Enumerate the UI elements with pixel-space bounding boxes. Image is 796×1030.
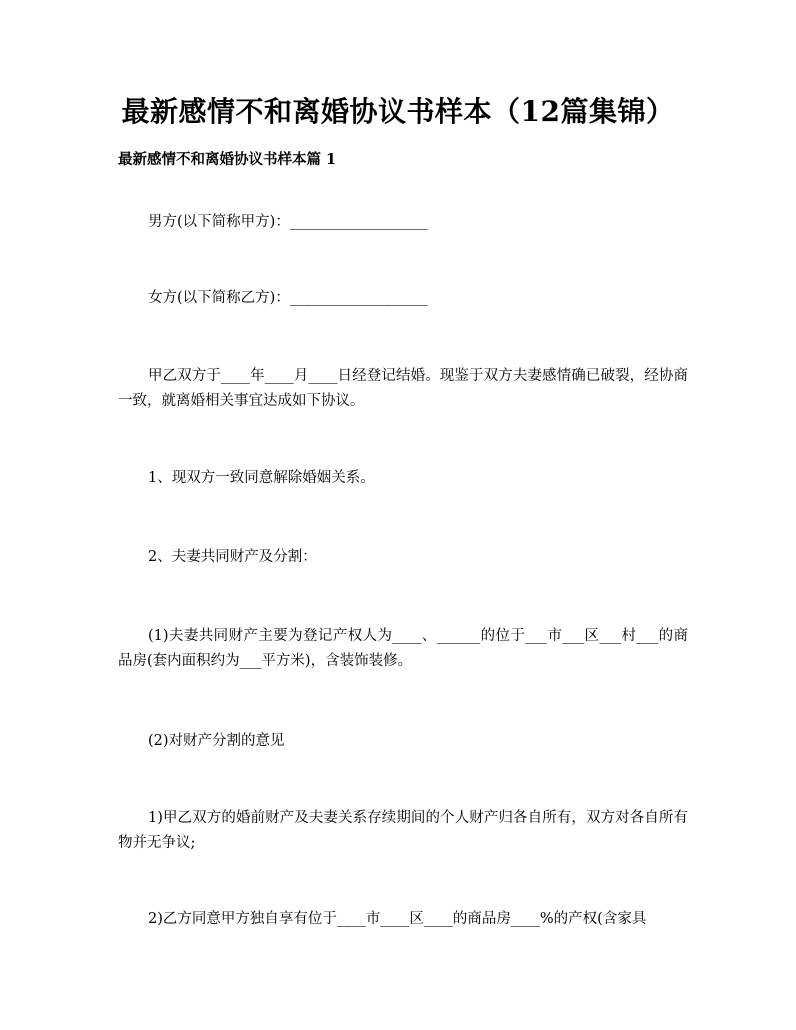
paragraph-division-1: 1)甲乙双方的婚前财产及夫妻关系存续期间的个人财产归各自所有，双方对各自所有物并无争议; (118, 810, 688, 851)
paragraph-wife: 女方(以下简称乙方)：___________________ (148, 290, 428, 306)
paragraph-property-2: (2)对财产分割的意见 (148, 733, 285, 749)
document-title: 最新感情不和离婚协议书样本（12篇集锦） (121, 95, 675, 128)
section-heading: 最新感情不和离婚协议书样本篇 1 (118, 151, 337, 168)
paragraph-property-1: (1)夫妻共同财产主要为登记产权人为____、______的位于___市___区___村___的商品房(套内面积约为___平方米)，含装饰装修。 (118, 628, 688, 669)
paragraph-husband: 男方(以下简称甲方)：___________________ (148, 214, 428, 230)
paragraph-division-2: 2)乙方同意甲方独自享有位于____市____区____的商品房____%的产权(含家具 (148, 911, 647, 927)
paragraph-clause-1: 1、现双方一致同意解除婚姻关系。 (148, 470, 375, 486)
paragraph-marriage-registration: 甲乙双方于____年____月____日经登记结婚。现鉴于双方夫妻感情确已破裂，经协商一致，就离婚相关事宜达成如下协议。 (118, 368, 688, 409)
paragraph-clause-2: 2、夫妻共同财产及分割： (148, 549, 317, 565)
